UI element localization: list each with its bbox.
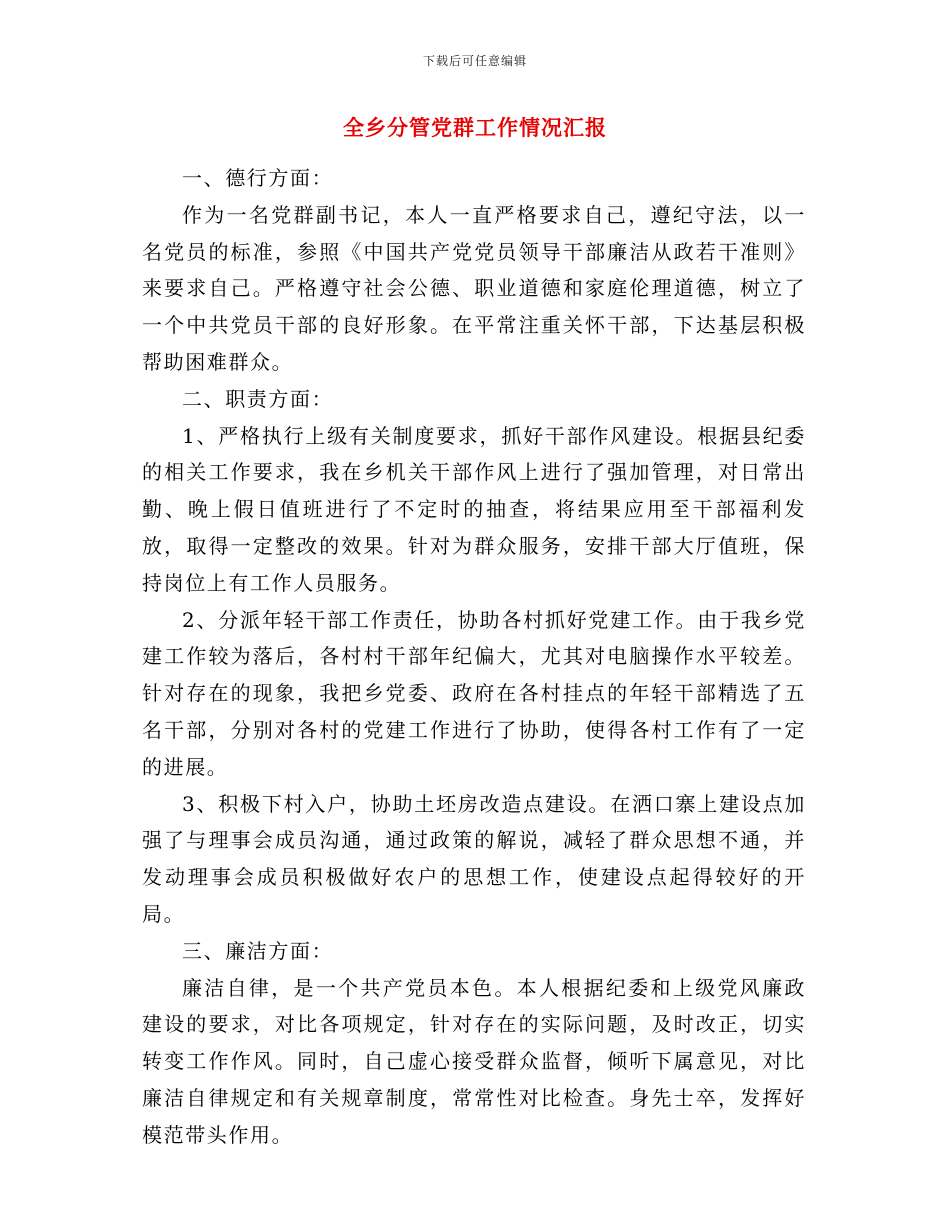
section-heading-integrity: 三、廉洁方面： xyxy=(182,938,334,963)
paragraph-duty-3: 3、积极下村入户，协助土坯房改造点建设。在洒口寨上建设点加强了与理事会成员沟通，通过政策的解说，减轻了群众思想不通，并发动理事会成员积极做好农户的思想工作，使建设点起得较好的开局。 xyxy=(142,791,806,926)
section-heading-duties: 二、职责方面： xyxy=(182,386,334,411)
paragraph-virtue: 作为一名党群副书记，本人一直严格要求自己，遵纪守法，以一名党员的标准，参照《中国共产党党员领导干部廉洁从政若干准则》来要求自己。严格遵守社会公德、职业道德和家庭伦理道德，树立了一个中共党员干部的良好形象。在平常注重关怀干部，下达基层积极帮助困难群众。 xyxy=(142,202,806,374)
paragraph-duty-1: 1、严格执行上级有关制度要求，抓好干部作风建设。根据县纪委的相关工作要求，我在乡机关干部作风上进行了强加管理，对日常出勤、晚上假日值班进行了不定时的抽查，将结果应用至干部福利发放，取得一定整改的效果。针对为群众服务，安排干部大厅值班，保持岗位上有工作人员服务。 xyxy=(142,423,806,595)
paragraph-duty-2: 2、分派年轻干部工作责任，协助各村抓好党建工作。由于我乡党建工作较为落后，各村村干部年纪偏大，尤其对电脑操作水平较差。针对存在的现象，我把乡党委、政府在各村挂点的年轻干部精选了五名干部，分别对各村的党建工作进行了协助，使得各村工作有了一定的进展。 xyxy=(142,607,806,779)
page-header: 下载后可任意编辑 xyxy=(422,54,527,68)
document-title: 全乡分管党群工作情况汇报 xyxy=(343,115,607,140)
paragraph-integrity: 廉洁自律，是一个共产党员本色。本人根据纪委和上级党风廉政建设的要求，对比各项规定，针对存在的实际问题，及时改正，切实转变工作作风。同时，自己虚心接受群众监督，倾听下属意见，对比廉洁自律规定和有关规章制度，常常性对比检查。身先士卒，发挥好模范带头作用。 xyxy=(142,975,806,1147)
section-heading-virtue: 一、德行方面： xyxy=(182,166,334,190)
document-body xyxy=(142,160,806,1154)
